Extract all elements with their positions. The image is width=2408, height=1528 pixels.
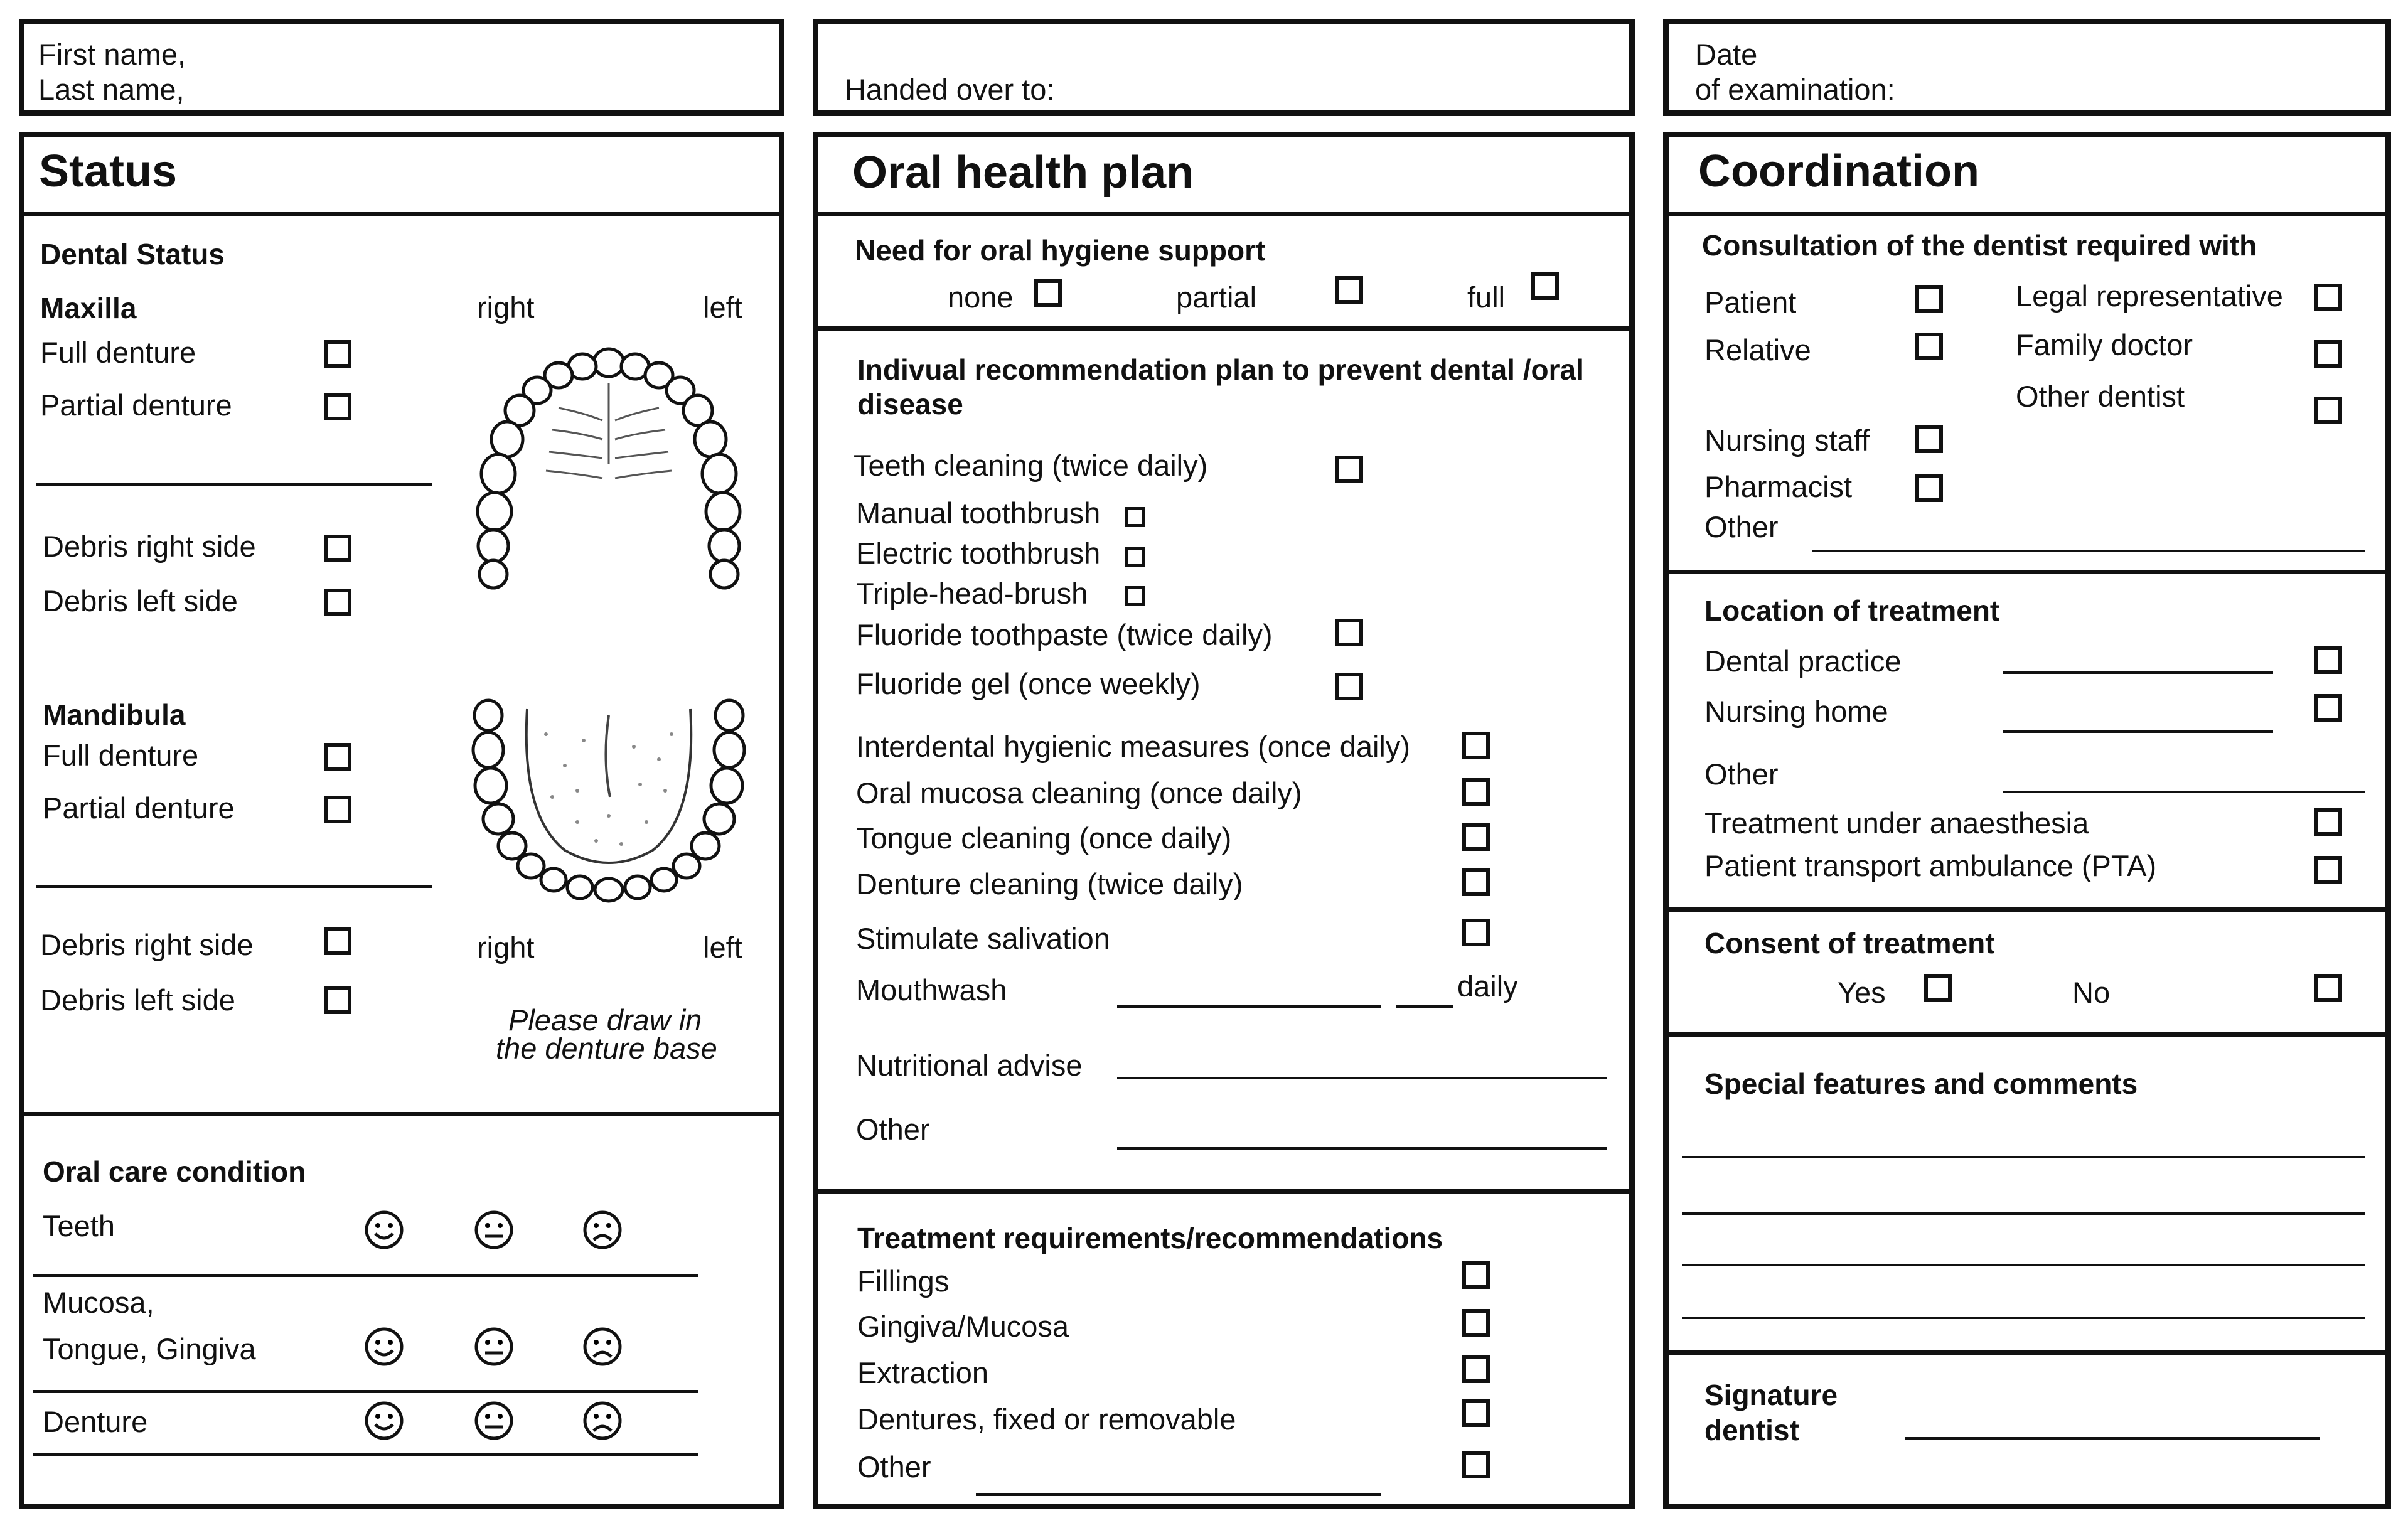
triple-brush-label: Triple-head-brush — [856, 577, 1088, 610]
family-doctor-label: Family doctor — [2016, 328, 2193, 361]
triple-brush-checkbox[interactable] — [1125, 586, 1145, 606]
maxilla-full-denture-checkbox[interactable] — [324, 340, 351, 368]
tongue-cleaning-label: Tongue cleaning (once daily) — [856, 821, 1232, 855]
plan-panel — [813, 132, 1635, 1509]
divider — [1663, 1032, 2391, 1037]
nursing-home-checkbox[interactable] — [2314, 694, 2342, 722]
consent-heading: Consent of treatment — [1704, 927, 1995, 959]
mucosa-happy-face-icon[interactable] — [364, 1327, 404, 1367]
nursing-home-label: Nursing home — [1704, 695, 1888, 728]
name-box[interactable] — [19, 19, 784, 116]
mandibula-right-label: right — [477, 931, 535, 964]
nursing-staff-checkbox[interactable] — [1915, 425, 1943, 453]
mucosa-sad-face-icon[interactable] — [582, 1327, 623, 1367]
date-box[interactable] — [1663, 19, 2391, 116]
divider — [1663, 907, 2391, 912]
other-dentist-label: Other dentist — [2016, 380, 2185, 413]
nursing-staff-label: Nursing staff — [1704, 424, 1870, 457]
interdental-label: Interdental hygienic measures (once daily) — [856, 730, 1411, 763]
anaesthesia-checkbox[interactable] — [2314, 808, 2342, 836]
treatment-other-line[interactable] — [976, 1493, 1381, 1496]
denture-cleaning-label: Denture cleaning (twice daily) — [856, 867, 1243, 900]
no-label: No — [2072, 976, 2111, 1009]
coordination-title: Coordination — [1698, 146, 1979, 196]
divider — [19, 212, 784, 216]
comment-line-1[interactable] — [1682, 1156, 2365, 1158]
teeth-sad-face-icon[interactable] — [582, 1210, 623, 1250]
signature-label-2: dentist — [1704, 1414, 1799, 1446]
gingiva-checkbox[interactable] — [1462, 1309, 1490, 1337]
teeth-label: Teeth — [43, 1209, 115, 1242]
location-other-line[interactable] — [2003, 791, 2365, 793]
partial-label: partial — [1176, 280, 1257, 314]
salivation-checkbox[interactable] — [1462, 919, 1490, 946]
maxilla-debris-right-checkbox[interactable] — [324, 535, 351, 562]
nutritional-label: Nutritional advise — [856, 1049, 1083, 1082]
mandibula-partial-denture-checkbox[interactable] — [324, 796, 351, 823]
consult-other-label: Other — [1704, 510, 1779, 543]
interdental-checkbox[interactable] — [1462, 732, 1490, 759]
full-checkbox[interactable] — [1531, 272, 1559, 300]
mouthwash-line[interactable] — [1117, 1005, 1381, 1008]
mandibula-full-denture-checkbox[interactable] — [324, 743, 351, 771]
mucosa-label-1: Mucosa, — [43, 1286, 154, 1319]
plan-title: Oral health plan — [852, 147, 1194, 198]
treatment-other-checkbox[interactable] — [1462, 1451, 1490, 1478]
dentures-checkbox[interactable] — [1462, 1399, 1490, 1427]
fluoride-gel-label: Fluoride gel (once weekly) — [856, 667, 1201, 700]
maxilla-partial-denture-label: Partial denture — [40, 388, 232, 422]
pharmacist-label: Pharmacist — [1704, 470, 1853, 503]
signature-line[interactable] — [1905, 1437, 2320, 1440]
mandibula-debris-left-label: Debris left side — [40, 983, 235, 1017]
legal-checkbox[interactable] — [2314, 284, 2342, 311]
mandibula-full-denture-label: Full denture — [43, 739, 199, 772]
maxilla-note-line[interactable] — [36, 483, 432, 486]
daily-label: daily — [1457, 970, 1518, 1003]
pharmacist-checkbox[interactable] — [1915, 474, 1943, 502]
consult-heading: Consultation of the dentist required with — [1702, 229, 2257, 262]
comment-line-3[interactable] — [1682, 1264, 2365, 1266]
partial-checkbox[interactable] — [1335, 276, 1363, 304]
indiv-plan-heading-2: disease — [857, 388, 963, 420]
divider — [33, 1274, 698, 1277]
mucosa-cleaning-label: Oral mucosa cleaning (once daily) — [856, 776, 1302, 809]
mandibula-diagram[interactable] — [452, 690, 766, 922]
maxilla-debris-left-checkbox[interactable] — [324, 589, 351, 616]
fillings-label: Fillings — [857, 1264, 950, 1298]
indiv-plan-heading-1: Indivual recommendation plan to prevent dental /oral — [857, 353, 1584, 386]
relative-label: Relative — [1704, 333, 1811, 366]
divider — [813, 1189, 1635, 1194]
divider — [19, 1112, 784, 1116]
location-other-label: Other — [1704, 757, 1779, 791]
date-label-1: Date — [1695, 38, 1758, 71]
maxilla-left-label: left — [703, 291, 742, 324]
date-label-2: of examination: — [1695, 73, 1895, 106]
maxilla-diagram[interactable] — [452, 339, 766, 602]
fluoride-paste-checkbox[interactable] — [1335, 619, 1363, 646]
mandibula-note-line[interactable] — [36, 885, 432, 888]
mucosa-label-2: Tongue, Gingiva — [43, 1332, 256, 1365]
dental-status-heading: Dental Status — [40, 238, 225, 270]
legal-label: Legal representative — [2016, 279, 2283, 313]
mouthwash-times-line[interactable] — [1396, 1005, 1453, 1008]
denture-label: Denture — [43, 1405, 148, 1438]
other-dentist-checkbox[interactable] — [2314, 397, 2342, 424]
please-draw-line1: Please draw in — [508, 1003, 702, 1037]
patient-checkbox[interactable] — [1915, 285, 1943, 313]
full-label: full — [1467, 280, 1506, 314]
family-doctor-checkbox[interactable] — [2314, 340, 2342, 368]
mucosa-cleaning-checkbox[interactable] — [1462, 778, 1490, 806]
teeth-cleaning-checkbox[interactable] — [1335, 456, 1363, 483]
please-draw-line2: the denture base — [496, 1032, 717, 1065]
dentures-label: Dentures, fixed or removable — [857, 1402, 1236, 1436]
first-name-label: First name, — [38, 38, 186, 71]
plan-other-label: Other — [856, 1113, 930, 1146]
pta-label: Patient transport ambulance (PTA) — [1704, 849, 2157, 882]
patient-label: Patient — [1704, 286, 1797, 319]
yes-label: Yes — [1838, 976, 1886, 1009]
salivation-label: Stimulate salivation — [856, 922, 1110, 955]
maxilla-debris-right-label: Debris right side — [43, 530, 256, 563]
consent-yes-checkbox[interactable] — [1924, 974, 1952, 1002]
consult-other-line[interactable] — [1812, 550, 2365, 552]
treatment-heading: Treatment requirements/recommendations — [857, 1222, 1443, 1254]
pta-checkbox[interactable] — [2314, 856, 2342, 884]
divider — [813, 326, 1635, 331]
divider — [1663, 1350, 2391, 1355]
handed-over-box[interactable] — [813, 19, 1635, 116]
divider — [1663, 570, 2391, 574]
mucosa-neutral-face-icon[interactable] — [474, 1327, 514, 1367]
treatment-other-label: Other — [857, 1450, 931, 1483]
special-heading: Special features and comments — [1704, 1067, 2138, 1100]
dental-practice-checkbox[interactable] — [2314, 646, 2342, 674]
mandibula-debris-right-checkbox[interactable] — [324, 927, 351, 955]
divider — [1663, 212, 2391, 216]
fluoride-paste-label: Fluoride toothpaste (twice daily) — [856, 618, 1273, 651]
denture-happy-face-icon[interactable] — [364, 1401, 404, 1441]
last-name-label: Last name, — [38, 73, 185, 106]
mouthwash-label: Mouthwash — [856, 973, 1007, 1007]
mandibula-heading: Mandibula — [43, 698, 186, 731]
extraction-checkbox[interactable] — [1462, 1355, 1490, 1383]
mandibula-partial-denture-label: Partial denture — [43, 791, 235, 825]
none-label: none — [948, 280, 1014, 314]
maxilla-right-label: right — [477, 291, 535, 324]
fillings-checkbox[interactable] — [1462, 1261, 1490, 1289]
need-support-heading: Need for oral hygiene support — [855, 234, 1266, 267]
consent-no-checkbox[interactable] — [2314, 974, 2342, 1002]
comment-line-2[interactable] — [1682, 1212, 2365, 1215]
electric-brush-checkbox[interactable] — [1125, 547, 1145, 567]
nutritional-line[interactable] — [1117, 1077, 1607, 1079]
denture-neutral-face-icon[interactable] — [474, 1401, 514, 1441]
mandibula-debris-right-label: Debris right side — [40, 928, 254, 961]
tongue-cleaning-checkbox[interactable] — [1462, 823, 1490, 851]
plan-other-line[interactable] — [1117, 1147, 1607, 1150]
status-title: Status — [39, 146, 178, 196]
maxilla-full-denture-label: Full denture — [40, 336, 196, 369]
location-heading: Location of treatment — [1704, 594, 2000, 627]
manual-brush-checkbox[interactable] — [1125, 507, 1145, 527]
dental-practice-line[interactable] — [2003, 671, 2273, 674]
denture-sad-face-icon[interactable] — [582, 1401, 623, 1441]
denture-cleaning-checkbox[interactable] — [1462, 868, 1490, 896]
manual-brush-label: Manual toothbrush — [856, 496, 1101, 530]
mandibula-left-label: left — [703, 931, 742, 964]
teeth-cleaning-label: Teeth cleaning (twice daily) — [854, 449, 1208, 482]
signature-label-1: Signature — [1704, 1379, 1838, 1411]
anaesthesia-label: Treatment under anaesthesia — [1704, 806, 2089, 840]
extraction-label: Extraction — [857, 1356, 988, 1389]
comment-line-4[interactable] — [1682, 1317, 2365, 1319]
divider — [33, 1453, 698, 1456]
fluoride-gel-checkbox[interactable] — [1335, 673, 1363, 700]
gingiva-label: Gingiva/Mucosa — [857, 1310, 1069, 1343]
maxilla-partial-denture-checkbox[interactable] — [324, 393, 351, 420]
teeth-happy-face-icon[interactable] — [364, 1210, 404, 1250]
relative-checkbox[interactable] — [1915, 333, 1943, 360]
teeth-neutral-face-icon[interactable] — [474, 1210, 514, 1250]
divider — [813, 212, 1635, 216]
oral-care-heading: Oral care condition — [43, 1155, 306, 1188]
nursing-home-line[interactable] — [2003, 730, 2273, 733]
none-checkbox[interactable] — [1034, 279, 1062, 307]
divider — [33, 1390, 698, 1393]
dental-practice-label: Dental practice — [1704, 644, 1902, 678]
handed-over-label: Handed over to: — [845, 73, 1055, 106]
maxilla-heading: Maxilla — [40, 292, 137, 324]
mandibula-debris-left-checkbox[interactable] — [324, 986, 351, 1014]
maxilla-debris-left-label: Debris left side — [43, 584, 238, 617]
electric-brush-label: Electric toothbrush — [856, 537, 1101, 570]
